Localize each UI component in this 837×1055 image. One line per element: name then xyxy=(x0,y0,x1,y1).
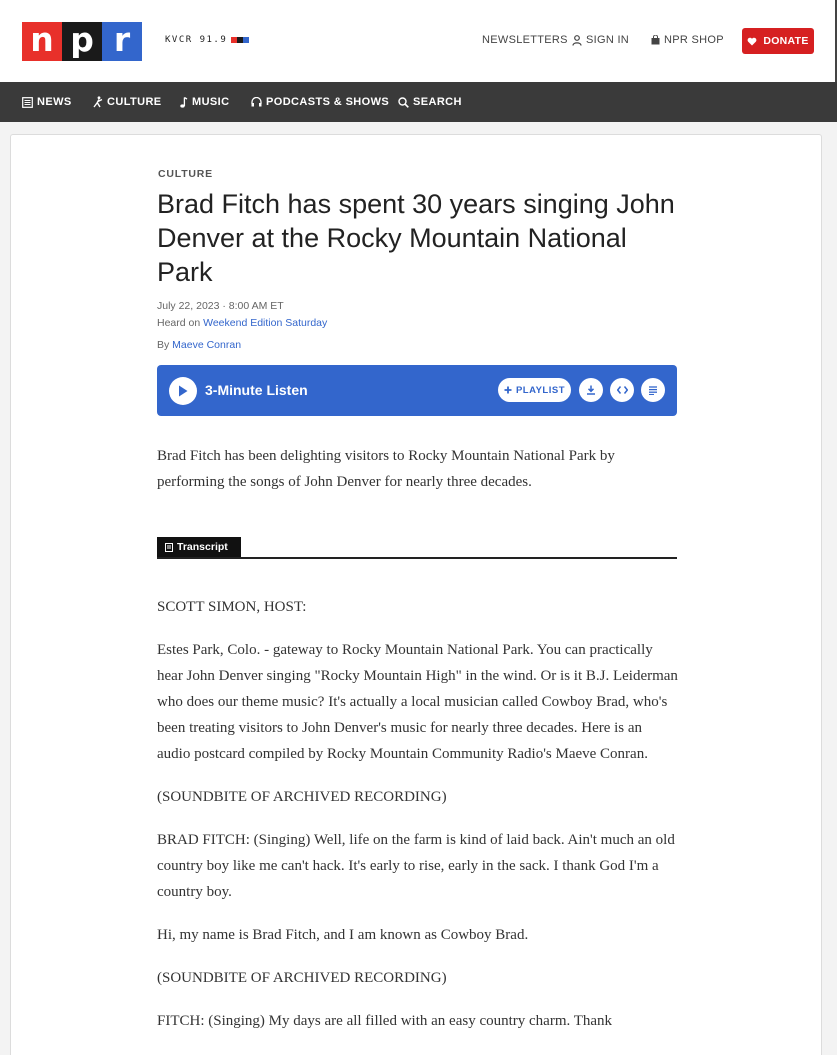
station-name: KVCR 91.9 xyxy=(165,35,228,45)
logo-letter-n: n xyxy=(22,22,62,61)
article-date: July 22, 2023 · 8:00 AM ET xyxy=(157,300,284,312)
npr-logo[interactable] xyxy=(22,22,142,61)
nav-culture-label: CULTURE xyxy=(107,96,162,108)
transcript-paragraph: (SOUNDBITE OF ARCHIVED RECORDING) xyxy=(157,970,447,986)
transcript-paragraph: FITCH: (Singing) My days are all filled with an easy country charm. Thank xyxy=(157,1013,613,1029)
plus-icon xyxy=(504,386,512,394)
nav-search-label: SEARCH xyxy=(413,96,462,108)
download-icon xyxy=(586,385,596,395)
transcript-paragraph: Hi, my name is Brad Fitch, and I am known as Cowboy Brad. xyxy=(157,927,529,943)
transcript-paragraph: (SOUNDBITE OF ARCHIVED RECORDING) xyxy=(157,789,447,805)
playlist-label: PLAYLIST xyxy=(515,384,566,396)
transcript-lines-icon xyxy=(648,386,658,395)
shopping-bag-icon xyxy=(651,35,660,45)
transcript-body xyxy=(157,594,679,1051)
article-card xyxy=(10,134,822,1055)
nav-item-music[interactable] xyxy=(180,96,229,108)
nav-podcasts-label: PODCASTS & SHOWS xyxy=(266,96,390,108)
nav-item-culture[interactable] xyxy=(93,96,162,108)
transcript-paragraph: Estes Park, Colo. - gateway to Rocky Mountain National Park. You can practically hear John Denver singing "Rocky Mountain High" in the wind. Or is it B.J. Leiderman who does our theme music? It's actually a local musician called Cowboy Brad, who's been treating visitors to John Denver's music for nearly three decades. Here is an audio postcard compiled by Rocky Mountain Community Radio's Maeve Conran. xyxy=(157,642,678,762)
site-header xyxy=(0,0,837,82)
culture-icon xyxy=(93,96,103,108)
newsletters-link[interactable] xyxy=(482,34,568,46)
embed-button[interactable] xyxy=(610,378,634,402)
byline-prefix: By xyxy=(157,339,173,351)
heard-on xyxy=(157,317,327,329)
user-icon xyxy=(572,35,582,46)
sign-in-link[interactable] xyxy=(572,34,629,46)
logo-letter-p: p xyxy=(62,22,102,61)
transcript-header xyxy=(157,537,677,559)
play-icon xyxy=(178,385,188,397)
nav-item-search[interactable] xyxy=(398,96,462,108)
article-headline: Brad Fitch has spent 30 years singing John Denver at the Rocky Mountain National Park xyxy=(157,189,675,287)
transcript-paragraph: SCOTT SIMON, HOST: xyxy=(157,599,307,615)
article-teaser: Brad Fitch has been delighting visitors to Rocky Mountain National Park by performing the songs of John Denver for nearly three decades. xyxy=(157,448,615,490)
transcript-tab-label: Transcript xyxy=(177,541,228,553)
newsletters-label: NEWSLETTERS xyxy=(482,34,568,46)
station-logo[interactable] xyxy=(165,35,249,45)
embed-code-icon xyxy=(617,386,628,394)
npr-shop-label: NPR SHOP xyxy=(664,34,724,46)
article-eyebrow[interactable]: CULTURE xyxy=(158,168,213,180)
add-to-playlist-button[interactable] xyxy=(498,378,571,402)
search-icon xyxy=(398,97,409,108)
headphones-icon xyxy=(251,97,262,107)
donate-button[interactable] xyxy=(742,28,814,54)
play-button[interactable] xyxy=(169,377,197,405)
transcript-doc-icon xyxy=(165,543,173,552)
heart-icon xyxy=(747,37,757,46)
heard-on-prefix: Heard on xyxy=(157,317,204,329)
audio-player xyxy=(157,365,677,416)
byline xyxy=(157,339,241,351)
news-icon xyxy=(22,97,33,108)
transcript-toggle-button[interactable] xyxy=(641,378,665,402)
donate-label: DONATE xyxy=(763,35,809,47)
download-button[interactable] xyxy=(579,378,603,402)
mini-npr-mark xyxy=(231,37,249,43)
main-nav xyxy=(0,82,837,122)
nav-music-label: MUSIC xyxy=(192,96,230,108)
nav-news-label: NEWS xyxy=(37,96,72,108)
sign-in-label: SIGN IN xyxy=(586,34,630,46)
nav-item-news[interactable] xyxy=(22,96,72,108)
transcript-paragraph: BRAD FITCH: (Singing) Well, life on the farm is kind of laid back. Ain't much an old country boy like me can't hack. It's early to rise, early in the sack. I thank God I'm a country boy. xyxy=(157,832,675,900)
logo-letter-r: r xyxy=(102,22,142,61)
transcript-tab[interactable] xyxy=(157,537,241,557)
nav-item-podcasts[interactable] xyxy=(251,96,389,108)
music-note-icon xyxy=(180,97,188,108)
listen-duration-label: 3-Minute Listen xyxy=(205,382,308,398)
author-link[interactable]: Maeve Conran xyxy=(172,339,242,351)
show-link[interactable]: Weekend Edition Saturday xyxy=(203,317,328,329)
npr-shop-link[interactable] xyxy=(651,34,724,46)
